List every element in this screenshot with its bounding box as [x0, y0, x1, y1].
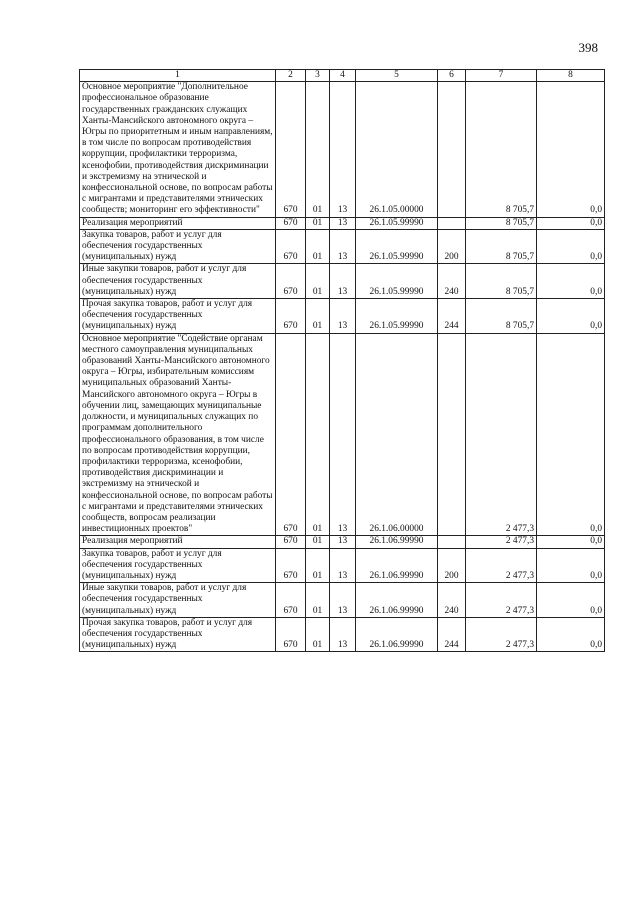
table-row: [80, 299, 605, 334]
cell-subsection: 13: [330, 583, 356, 618]
cell-expense-type: 200: [438, 548, 466, 583]
cell-expense-type: 240: [438, 583, 466, 618]
cell-section: 01: [306, 229, 330, 264]
column-header: 1: [80, 70, 276, 82]
row-name: Иные закупки товаров, работ и услуг для обеспечения государственных (муниципальных) нужд: [80, 583, 276, 618]
cell-amount-2: 0,0: [537, 333, 605, 536]
cell-amount-2: 0,0: [537, 217, 605, 229]
cell-target-article: 26.1.05.00000: [356, 82, 438, 217]
cell-amount: 8 705,7: [466, 299, 537, 334]
row-name: Прочая закупка товаров, работ и услуг для обеспечения государственных (муниципальных) нужд: [80, 617, 276, 652]
table-row: [80, 617, 605, 652]
row-name: Закупка товаров, работ и услуг для обеспечения государственных (муниципальных) нужд: [80, 548, 276, 583]
cell-admin-code: 670: [276, 229, 306, 264]
row-name: Прочая закупка товаров, работ и услуг для обеспечения государственных (муниципальных) нужд: [80, 299, 276, 334]
row-name: Закупка товаров, работ и услуг для обеспечения государственных (муниципальных) нужд: [80, 229, 276, 264]
cell-amount: 2 477,3: [466, 548, 537, 583]
cell-amount: 2 477,3: [466, 536, 537, 548]
cell-section: 01: [306, 264, 330, 299]
cell-target-article: 26.1.06.99990: [356, 617, 438, 652]
cell-section: 01: [306, 299, 330, 334]
row-name: Реализация мероприятий: [80, 217, 276, 229]
cell-expense-type: [438, 82, 466, 217]
cell-subsection: 13: [330, 548, 356, 583]
cell-amount-2: 0,0: [537, 229, 605, 264]
budget-table: [79, 69, 605, 652]
cell-amount: 8 705,7: [466, 264, 537, 299]
cell-admin-code: 670: [276, 299, 306, 334]
cell-section: 01: [306, 217, 330, 229]
cell-amount-2: 0,0: [537, 264, 605, 299]
column-header: 7: [466, 70, 537, 82]
cell-amount-2: 0,0: [537, 82, 605, 217]
table-row: [80, 548, 605, 583]
cell-admin-code: 670: [276, 583, 306, 618]
cell-expense-type: [438, 536, 466, 548]
cell-amount-2: 0,0: [537, 548, 605, 583]
cell-expense-type: [438, 217, 466, 229]
cell-subsection: 13: [330, 82, 356, 217]
cell-admin-code: 670: [276, 548, 306, 583]
cell-target-article: 26.1.05.99990: [356, 299, 438, 334]
cell-admin-code: 670: [276, 217, 306, 229]
cell-expense-type: 200: [438, 229, 466, 264]
cell-subsection: 13: [330, 264, 356, 299]
cell-amount-2: 0,0: [537, 536, 605, 548]
page-number: 398: [578, 40, 598, 55]
cell-expense-type: 244: [438, 617, 466, 652]
table-row: [80, 82, 605, 217]
cell-admin-code: 670: [276, 536, 306, 548]
cell-expense-type: [438, 333, 466, 536]
cell-section: 01: [306, 333, 330, 536]
cell-target-article: 26.1.05.99990: [356, 264, 438, 299]
cell-admin-code: 670: [276, 333, 306, 536]
cell-amount-2: 0,0: [537, 299, 605, 334]
cell-target-article: 26.1.06.99990: [356, 536, 438, 548]
column-header: 3: [306, 70, 330, 82]
cell-amount-2: 0,0: [537, 617, 605, 652]
header-row: [80, 70, 605, 82]
cell-section: 01: [306, 536, 330, 548]
cell-admin-code: 670: [276, 82, 306, 217]
table-row: [80, 536, 605, 548]
column-header: 5: [356, 70, 438, 82]
cell-target-article: 26.1.06.99990: [356, 583, 438, 618]
cell-subsection: 13: [330, 299, 356, 334]
cell-expense-type: 240: [438, 264, 466, 299]
cell-target-article: 26.1.06.00000: [356, 333, 438, 536]
cell-admin-code: 670: [276, 617, 306, 652]
row-name: Основное мероприятие "Дополнительное профессиональное образование государственных гражданских служащих Ханты-Мансийского автономного округа – Югры по приоритетным и иным направлениям, в том числе по вопросам противодействия коррупции, профилактики терроризма, ксенофобии, противодействия дискриминации и экстремизму на этнической и конфессиональной основе, по вопросам работы с мигрантами и представителями этнических сообществ; мониторинг его эффективности": [80, 82, 276, 217]
cell-section: 01: [306, 82, 330, 217]
cell-target-article: 26.1.05.99990: [356, 217, 438, 229]
cell-target-article: 26.1.06.99990: [356, 548, 438, 583]
column-header: 2: [276, 70, 306, 82]
row-name: Реализация мероприятий: [80, 536, 276, 548]
table-row: [80, 333, 605, 536]
cell-section: 01: [306, 583, 330, 618]
cell-section: 01: [306, 548, 330, 583]
column-header: 8: [537, 70, 605, 82]
cell-amount: 2 477,3: [466, 583, 537, 618]
cell-subsection: 13: [330, 229, 356, 264]
cell-target-article: 26.1.05.99990: [356, 229, 438, 264]
cell-subsection: 13: [330, 333, 356, 536]
cell-subsection: 13: [330, 536, 356, 548]
table-row: [80, 217, 605, 229]
cell-subsection: 13: [330, 217, 356, 229]
cell-amount: 8 705,7: [466, 229, 537, 264]
cell-admin-code: 670: [276, 264, 306, 299]
cell-amount: 2 477,3: [466, 333, 537, 536]
cell-subsection: 13: [330, 617, 356, 652]
table-row: [80, 264, 605, 299]
cell-expense-type: 244: [438, 299, 466, 334]
table-row: [80, 229, 605, 264]
table-row: [80, 583, 605, 618]
cell-amount: 8 705,7: [466, 82, 537, 217]
column-header: 6: [438, 70, 466, 82]
cell-amount: 2 477,3: [466, 617, 537, 652]
cell-section: 01: [306, 617, 330, 652]
column-header: 4: [330, 70, 356, 82]
row-name: Иные закупки товаров, работ и услуг для обеспечения государственных (муниципальных) нужд: [80, 264, 276, 299]
cell-amount-2: 0,0: [537, 583, 605, 618]
row-name: Основное мероприятие "Содействие органам местного самоуправления муниципальных образований Ханты-Мансийского автономного округа – Югры, избирательным комиссиям муниципальных образований Ханты-Мансийского автономного округа – Югры в обучении лиц, замещающих муниципальные должности, и муниципальных служащих по программам дополнительного профессионального образования, в том числе по вопросам противодействия коррупции, профилактики терроризма, ксенофобии, противодействия дискриминации и экстремизму на этнической и конфессиональной основе, по вопросам работы с мигрантами и представителями этнических сообществ, вопросам реализации инвестиционных проектов": [80, 333, 276, 536]
cell-amount: 8 705,7: [466, 217, 537, 229]
